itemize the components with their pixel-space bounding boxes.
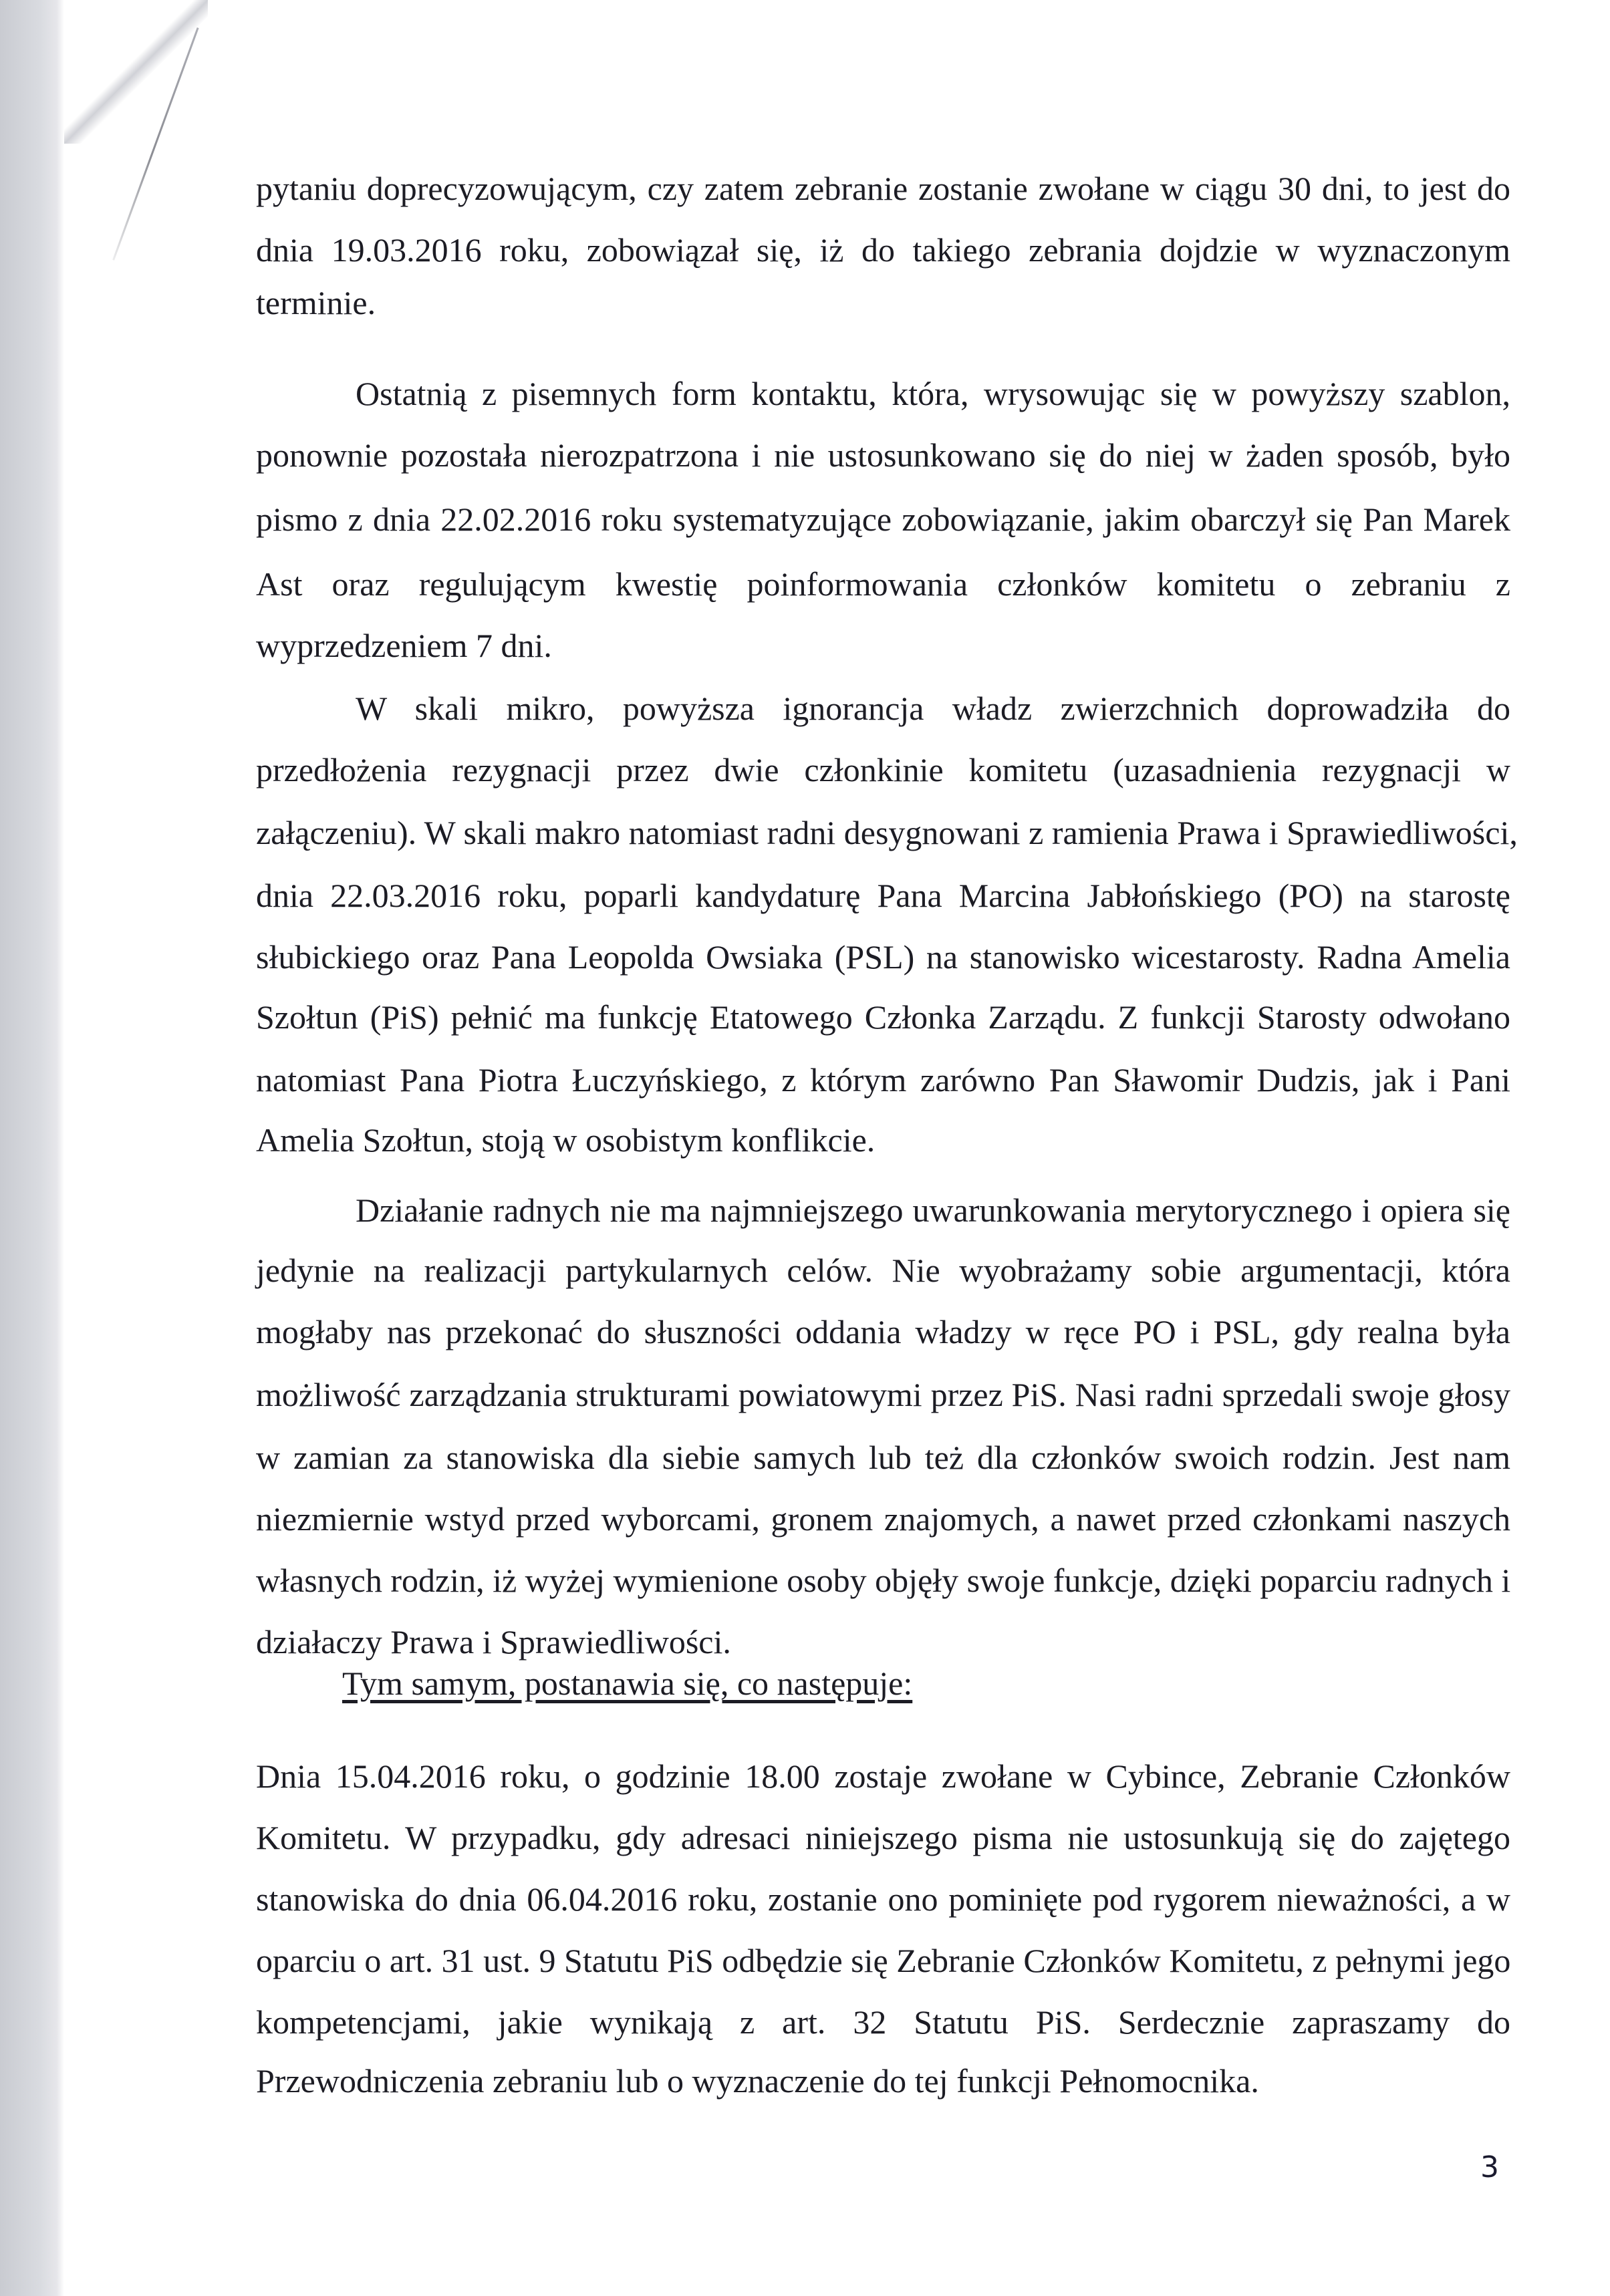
- text-line: jedynie na realizacji partykularnych celów. Nie wyobrażamy sobie argumentacji, która: [256, 1252, 1510, 1289]
- text-line: Przewodniczenia zebraniu lub o wyznaczenie do tej funkcji Pełnomocnika.: [256, 2062, 1259, 2100]
- text-line: przedłożenia rezygnacji przez dwie członkinie komitetu (uzasadnienia rezygnacji w: [256, 751, 1510, 788]
- text-line: załączeniu). W skali makro natomiast radni desygnowani z ramienia Prawa i Sprawiedliwości,: [256, 814, 1518, 851]
- text-line: własnych rodzin, iż wyżej wymienione osoby objęły swoje funkcje, dzięki poparciu radnych i: [256, 1562, 1511, 1599]
- text-line: pismo z dnia 22.02.2016 roku systematyzujące zobowiązanie, jakim obarczył się Pan Marek: [256, 500, 1510, 538]
- text-line: Amelia Szołtun, stoją w osobistym konflikcie.: [256, 1121, 876, 1159]
- text-line: słubickiego oraz Pana Leopolda Owsiaka (PSL) na stanowisko wicestarosty. Radna Amelia: [256, 938, 1510, 976]
- text-line: Ostatnią z pisemnych form kontaktu, która, wrysowując się w powyższy szablon,: [356, 375, 1510, 412]
- text-line: dnia 22.03.2016 roku, poparli kandydaturę Pana Marcina Jabłońskiego (PO) na starostę: [256, 877, 1510, 914]
- text-line: dnia 19.03.2016 roku, zobowiązał się, iż do takiego zebrania dojdzie w wyznaczonym: [256, 231, 1510, 269]
- text-line: ponownie pozostała nierozpatrzona i nie ustosunkowano się do niej w żaden sposób, było: [256, 436, 1510, 474]
- text-line: terminie.: [256, 284, 376, 321]
- text-line: W skali mikro, powyższa ignorancja władz zwierzchnich doprowadziła do: [356, 690, 1510, 727]
- text-line: Dnia 15.04.2016 roku, o godzinie 18.00 zostaje zwołane w Cybince, Zebranie Członków: [256, 1757, 1510, 1795]
- text-line: pytaniu doprecyzowującym, czy zatem zebranie zostanie zwołane w ciągu 30 dni, to jest do: [256, 170, 1510, 207]
- section-heading: Tym samym, postanawia się, co następuje:: [342, 1665, 913, 1702]
- text-line: możliwość zarządzania strukturami powiatowymi przez PiS. Nasi radni sprzedali swoje głosy: [256, 1376, 1510, 1413]
- text-line: stanowiska do dnia 06.04.2016 roku, zostanie ono pominięte pod rygorem nieważności, a w: [256, 1880, 1510, 1918]
- text-line: Ast oraz regulującym kwestię poinformowania członków komitetu o zebraniu z: [256, 565, 1510, 603]
- text-line: wyprzedzeniem 7 dni.: [256, 627, 552, 664]
- text-line: oparciu o art. 31 ust. 9 Statutu PiS odbędzie się Zebranie Członków Komitetu, z pełnymi jego: [256, 1942, 1511, 1979]
- text-line: w zamian za stanowiska dla siebie samych lub też dla członków swoich rodzin. Jest nam: [256, 1439, 1510, 1476]
- text-line: Komitetu. W przypadku, gdy adresaci niniejszego pisma nie ustosunkują się do zajętego: [256, 1819, 1510, 1856]
- folded-corner: [64, 0, 208, 144]
- text-line: kompetencjami, jakie wynikają z art. 32 Statutu PiS. Serdecznie zapraszamy do: [256, 2003, 1510, 2041]
- text-line: natomiast Pana Piotra Łuczyńskiego, z którym zarówno Pan Sławomir Dudzis, jak i Pani: [256, 1061, 1510, 1099]
- text-line: mogłaby nas przekonać do słuszności oddania władzy w ręce PO i PSL, gdy realna była: [256, 1313, 1510, 1350]
- text-line: działaczy Prawa i Sprawiedliwości.: [256, 1623, 731, 1661]
- page-number: 3: [1480, 2150, 1499, 2184]
- text-line: niezmiernie wstyd przed wyborcami, gronem znajomych, a nawet przed członkami naszych: [256, 1500, 1510, 1538]
- text-line: Działanie radnych nie ma najmniejszego uwarunkowania merytorycznego i opiera się: [356, 1191, 1510, 1229]
- text-line: Szołtun (PiS) pełnić ma funkcję Etatowego Członka Zarządu. Z funkcji Starosty odwołano: [256, 998, 1510, 1036]
